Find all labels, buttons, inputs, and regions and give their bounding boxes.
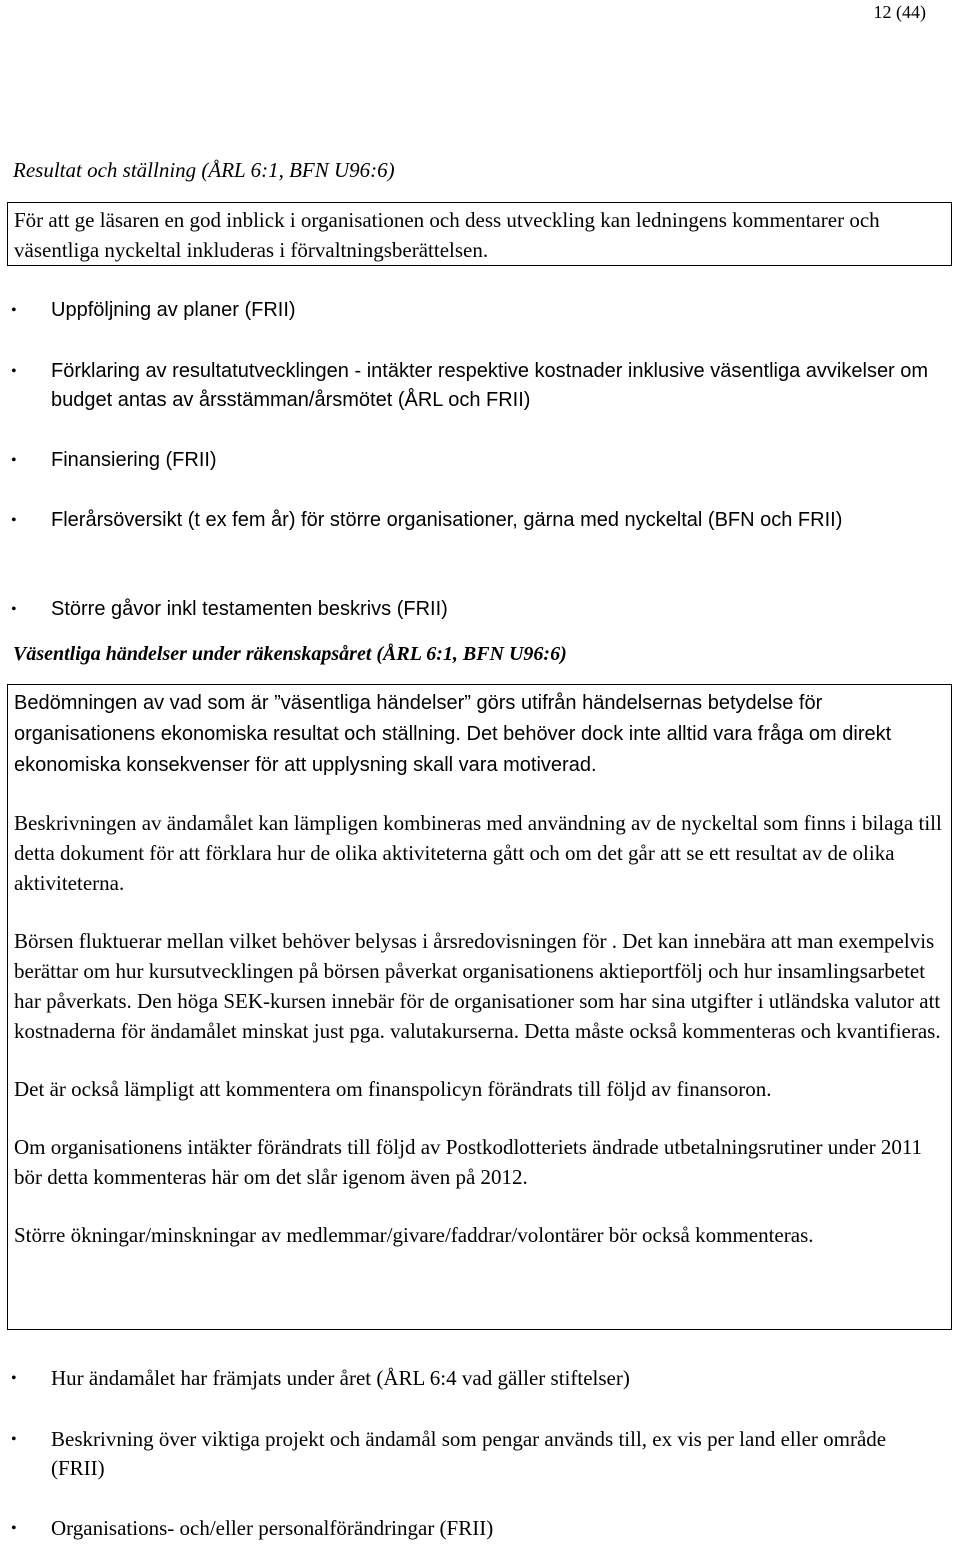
bullet-icon: •: [11, 1520, 17, 1537]
bullet-icon: •: [11, 302, 17, 319]
events-paragraph-1: [14, 687, 951, 780]
events-paragraph-1b: Det behöver dock inte alltid vara fråga om direkt ekonomiska konsekvenser för att upplysning skall vara motiverad.: [14, 723, 892, 776]
events-paragraph-4: Det är också lämpligt att kommentera om finanspolicyn förändrats till följd av finansoron.: [14, 1077, 772, 1101]
bullet-icon: •: [11, 512, 17, 529]
bullet-icon: •: [11, 601, 17, 618]
list-item-text: Större gåvor inkl testamenten beskrivs (FRII): [51, 598, 448, 620]
section-heading-results: Resultat och ställning (ÅRL 6:1, BFN U96:6): [13, 158, 395, 182]
list-item-text: Hur ändamålet har främjats under året (ÅRL 6:4 vad gäller stiftelser): [51, 1366, 630, 1390]
list-item-text: Beskrivning över viktiga projekt och ändamål som pengar används till, ex vis per land eller område (FRII): [51, 1427, 887, 1480]
events-paragraph-2: Beskrivningen av ändamålet kan lämpligen kombineras med användning av de nyckeltal som finns i bilaga till detta dokument för att förklara hur de olika aktiviteterna gått och om det går att se ett resultat av de olika aktiviteterna.: [14, 811, 942, 895]
section-heading-events: Väsentliga händelser under räkenskapsåret (ÅRL 6:1, BFN U96:6): [13, 643, 567, 665]
list-item-text: Organisations- och/eller personalförändringar (FRII): [51, 1516, 494, 1540]
list-item-text: Flerårsöversikt (t ex fem år) för större organisationer, gärna med nyckeltal (BFN och FRII): [51, 509, 843, 531]
events-paragraph-6: Större ökningar/minskningar av medlemmar/givare/faddrar/volontärer bör också kommenteras.: [14, 1223, 814, 1247]
intro-paragraph: För att ge läsaren en god inblick i organisationen och dess utveckling kan ledningens kommentarer och väsentliga nyckeltal inkluderas i förvaltningsberättelsen.: [14, 208, 880, 262]
events-box: [7, 684, 952, 1330]
intro-box: [7, 202, 952, 266]
bullet-icon: •: [11, 1431, 17, 1448]
list-item-text: Finansiering (FRII): [51, 449, 217, 471]
page-number: 12 (44): [873, 2, 926, 22]
bullet-icon: •: [11, 1370, 17, 1387]
events-paragraph-5: Om organisationens intäkter förändrats till följd av Postkodlotteriets ändrade utbetalningsrutiner under 2011 bör detta kommenteras här om det slår igenom även på 2012.: [14, 1135, 923, 1189]
bullet-icon: •: [11, 363, 17, 380]
bullet-icon: •: [11, 452, 17, 469]
list-item-text: Förklaring av resultatutvecklingen - intäkter respektive kostnader inklusive väsentliga avvikelser om budget antas av årsstämman/årsmötet (ÅRL och FRII): [51, 360, 929, 411]
events-paragraph-1a: Bedömningen av vad som är ”väsentliga händelser” görs utifrån händelsernas betydelse för organisationens ekonomiska resultat och ställning.: [14, 692, 823, 745]
list-item-text: Uppföljning av planer (FRII): [51, 299, 296, 321]
events-paragraph-3: Börsen fluktuerar mellan vilket behöver belysas i årsredovisningen för . Det kan innebära att man exempelvis berättar om hur kursutvecklingen på börsen påverkat organisationens aktieportfölj och hur insamlingsarbetet har påverkats. Den höga SEK-kursen innebär för de organisationer som har sina utgifter i utländska valutor att kostnaderna för ändamålet minskat just pga. valutakurserna. Detta måste också kommenteras och kvantifieras.: [14, 929, 941, 1043]
